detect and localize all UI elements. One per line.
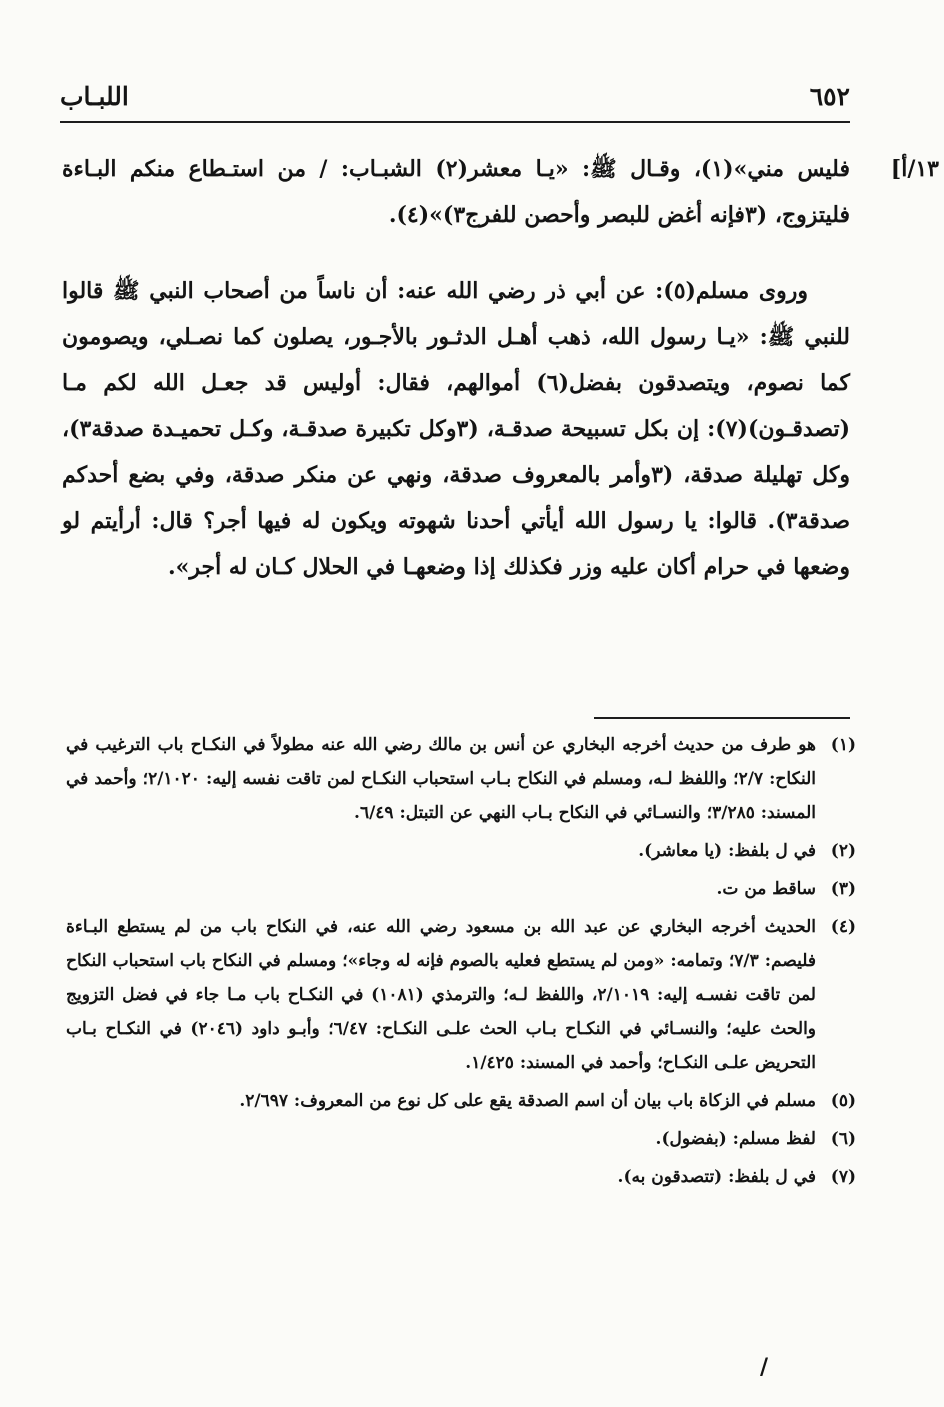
footnote-7 bbox=[66, 1160, 856, 1194]
header-rule bbox=[60, 121, 850, 123]
page-mark: / bbox=[760, 1354, 769, 1380]
main-paragraph-1: فليس مني»(١)، وقـال ﷺ: «يـا معشر(٢) الشبـاب: / من استـطاع منكم البـاءة فليتزوج، (٣فإنه أغض للبصر وأحصن للفرج٣)»(٤). bbox=[62, 156, 850, 228]
main-paragraph-2: وروى مسلم(٥): عن أبي ذر رضي الله عنه: أن ناساً من أصحاب النبي ﷺ قالوا للنبي ﷺ: «يـا رسول الله، ذهب أهـل الدثـور بالأجـور، يصلون كما نصـلي، ويصومون كما نصوم، ويتصدقون بفضل(٦) أموالهم، فقال: أوليس قد جعـل الله لكم مـا (تصدقـون)(٧): إن بكل تسبيحة صدقـة، (٣وكل تكبيرة صدقـة، وكـل تحميـدة صدقة٣)، وكل تهليلة صدقة، (٣وأمر بالمعروف صدقة، ونهي عن منكر صدقة، وفي بضع أحدكم صدقة٣). قالوا: يا رسول الله أيأتي أحدنا شهوته ويكون له فيها أجر؟ قال: أرأيتم لو وضعها في حرام أكان عليه وزر فكذلك إذا وضعهـا في الحلال كـان له أجر». bbox=[62, 278, 850, 580]
footnote-rule bbox=[594, 717, 850, 719]
footnote-text: ساقط من ت. bbox=[716, 879, 816, 899]
footnote-text: الحديث أخرجه البخاري عن عبد الله بن مسعود رضي الله عنه، في النكاح باب من لم يستطع البـاءة فليصم: ٧/٣؛ وتمامه: «ومن لم يستطع فعليه بالصوم فإنه له وجاء»؛ ومسلم في النكاح باب استحباب النكاح لمن تاقت نفسـه إليه: ٢/١٠١٩، واللفظ لـه؛ والترمذي (١٠٨١) في النكـاح باب مـا جاء في فضل التزويج والحث عليه؛ والنسـائي في النكـاح بـاب الحث علـى النكـاح: ٦/٤٧؛ وأبـو داود (٢٠٤٦) في النكـاح بـاب التحريض علـى النكـاح؛ وأحمد في المسند: ١/٤٢٥. bbox=[66, 917, 816, 1073]
footnotes-section bbox=[66, 728, 856, 1198]
footnote-number: (١) bbox=[830, 735, 856, 755]
footnote-4 bbox=[66, 910, 856, 1080]
footnote-5 bbox=[66, 1084, 856, 1118]
footnote-number: (٧) bbox=[830, 1167, 856, 1187]
footnote-text: لفظ مسلم: (بفضول). bbox=[655, 1129, 816, 1149]
footnote-text: مسلم في الزكاة باب بيان أن اسم الصدقة يقع على كل نوع من المعروف: ٢/٦٩٧. bbox=[239, 1091, 816, 1111]
footnote-3 bbox=[66, 872, 856, 906]
footnote-6 bbox=[66, 1122, 856, 1156]
footnote-number: (٥) bbox=[830, 1091, 856, 1111]
footnote-number: (٤) bbox=[830, 917, 856, 937]
footnote-number: (٣) bbox=[830, 879, 856, 899]
footnote-text: هو طرف من حديث أخرجه البخاري عن أنس بن مالك رضي الله عنه مطولاً في النكـاح باب الترغيب في النكاح: ٢/٧؛ واللفظ لـه، ومسلم في النكاح بـاب استحباب النكـاح لمن تاقت نفسه إليه: ٢/١٠٢٠؛ وأحمد في المسند: ٣/٢٨٥؛ والنسـائي في النكاح بـاب النهي عن التبتل: ٦/٤٩. bbox=[66, 735, 816, 823]
footnote-number: (٢) bbox=[830, 841, 856, 861]
footnote-1 bbox=[66, 728, 856, 830]
running-header bbox=[60, 82, 850, 116]
footnote-number: (٦) bbox=[830, 1129, 856, 1149]
page-number: ٦٥٢ bbox=[809, 82, 850, 111]
footnote-text: في ل بلفظ: (يا معاشر). bbox=[638, 841, 816, 861]
running-title: اللبـاب bbox=[60, 82, 129, 111]
footnote-2 bbox=[66, 834, 856, 868]
manuscript-folio-ref: ١٣/أ] bbox=[890, 156, 939, 182]
footnote-text: في ل بلفظ: (تتصدقون به). bbox=[617, 1167, 816, 1187]
